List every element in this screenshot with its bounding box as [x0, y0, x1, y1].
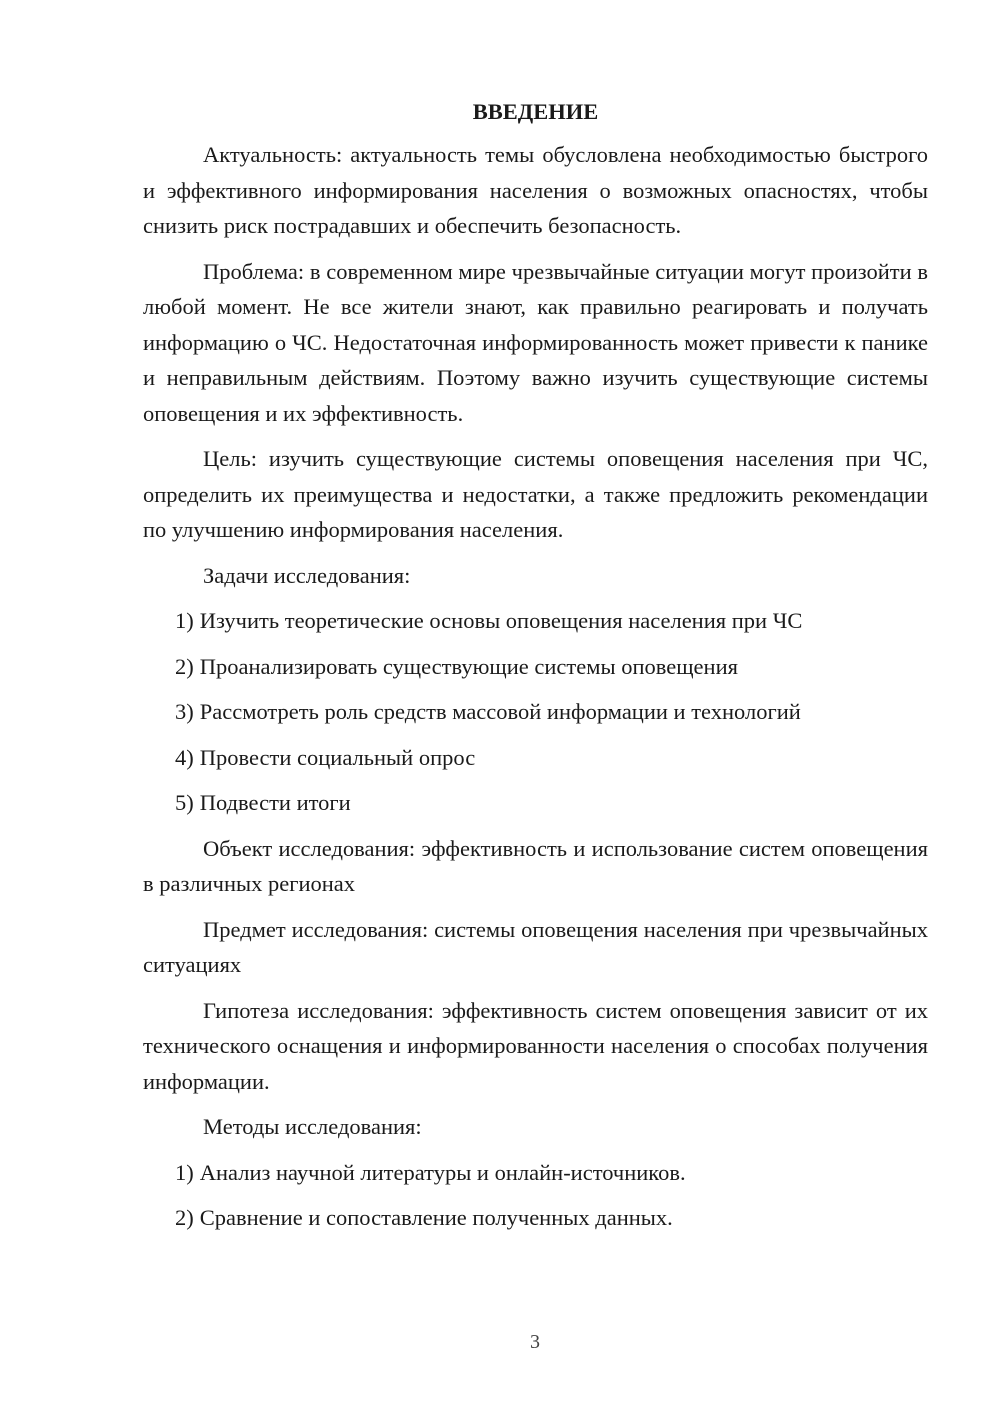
list-item — [143, 1155, 928, 1191]
list-item-number: 2) — [175, 1205, 194, 1230]
relevance-paragraph: Актуальность: актуальность темы обусловлена необходимостью быстрого и эффективного информирования населения о возможных опасностях, чтобы снизить риск пострадавших и обеспечить безопасность. — [143, 142, 928, 238]
list-item-text: Сравнение и сопоставление полученных данных. — [199, 1205, 673, 1230]
list-item-number: 5) — [175, 790, 194, 815]
list-item-text: Анализ научной литературы и онлайн-источников. — [199, 1159, 686, 1185]
list-item-number: 3) — [175, 699, 194, 724]
list-item-number: 4) — [175, 744, 194, 770]
list-item — [143, 694, 928, 730]
subject-paragraph: Предмет исследования: системы оповещения населения при чрезвычайных ситуациях — [143, 916, 928, 977]
list-item-text: Проанализировать существующие системы оповещения — [199, 653, 738, 679]
section-title: ВВЕДЕНИЕ — [472, 99, 599, 124]
list-item-number: 2) — [175, 653, 194, 679]
object-paragraph: Объект исследования: эффективность и использование систем оповещения в различных регионах — [143, 835, 928, 896]
goal-paragraph: Цель: изучить существующие системы оповещения населения при ЧС, определить их преимущества и недостатки, а также предложить рекомендации по улучшению информирования населения. — [143, 446, 928, 542]
list-item-number: 1) — [175, 608, 194, 633]
list-item — [143, 603, 928, 639]
page-number: 3 — [530, 1331, 540, 1353]
list-item — [143, 649, 928, 685]
list-item — [143, 785, 928, 821]
problem-paragraph: Проблема: в современном мире чрезвычайные ситуации могут произойти в любой момент. Не все жители знают, как правильно реагировать и получать информацию о ЧС. Недостаточная информированность может привести к панике и неправильным действиям. Поэтому важно изучить существующие системы оповещения и их эффективность. — [143, 258, 928, 426]
page-content — [143, 94, 928, 1246]
methods-heading: Методы исследования: — [203, 1114, 422, 1139]
list-item-number: 1) — [175, 1159, 194, 1185]
list-item-text: Рассмотреть роль средств массовой информации и технологий — [199, 699, 801, 724]
list-item — [143, 740, 928, 776]
tasks-list — [143, 603, 928, 821]
list-item-text: Провести социальный опрос — [199, 744, 476, 770]
methods-list — [143, 1155, 928, 1236]
tasks-heading: Задачи исследования: — [203, 562, 411, 588]
list-item-text: Подвести итоги — [199, 790, 351, 815]
hypothesis-paragraph: Гипотеза исследования: эффективность систем оповещения зависит от их технического оснащения и информированности населения о способах получения информации. — [143, 997, 928, 1094]
list-item — [143, 1200, 928, 1236]
list-item-text: Изучить теоретические основы оповещения населения при ЧС — [199, 608, 803, 633]
